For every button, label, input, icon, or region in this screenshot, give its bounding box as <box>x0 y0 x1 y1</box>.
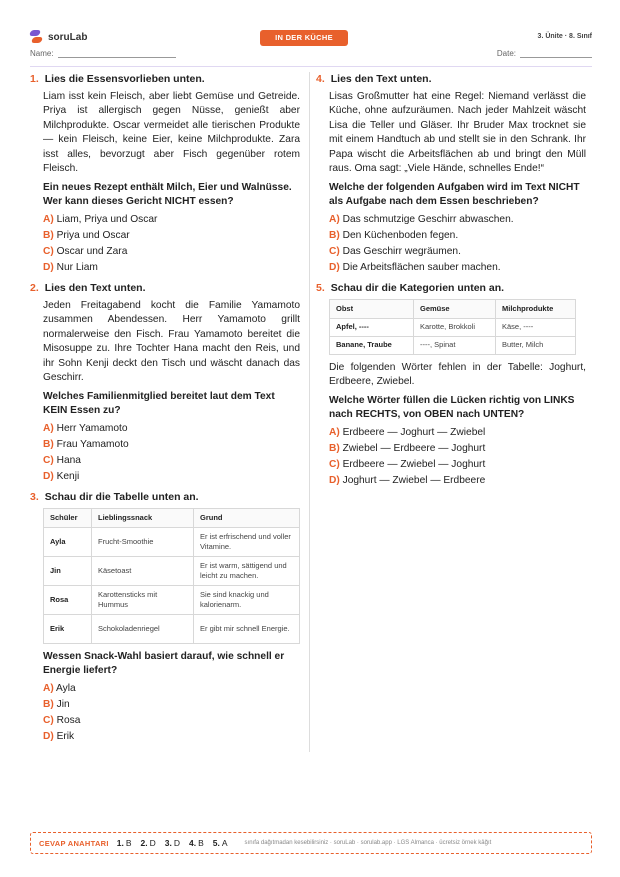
answer-key-item <box>189 838 204 848</box>
answer-value: D <box>149 838 156 848</box>
question-number: 2. <box>30 282 39 294</box>
table-row <box>330 336 576 354</box>
option-letter: D) <box>43 730 54 742</box>
option-text: Zwiebel — Erdbeere — Joghurt <box>342 442 486 454</box>
answer-key-label: CEVAP ANAHTARI <box>39 838 109 848</box>
question-heading: Lies den Text unten. <box>44 282 146 294</box>
question-heading: Schau dir die Tabelle unten an. <box>44 491 199 503</box>
question-number: 1. <box>30 73 39 85</box>
option-letter: C) <box>329 245 340 257</box>
option-text: Das schmutzige Geschirr abwaschen. <box>342 213 514 225</box>
passage: Lisas Großmutter hat eine Regel: Niemand verlässt die Küche, ohne aufzuräumen. Nach jeder Mahlzeit wäscht Lisa die Teller und Gläser. Ihr Bruder Max trocknet sie mit einem Handtuch ab und stellt sie in den Schrank. Ihr Papa wischt die Arbeitsflächen ab und bringt den Müll raus. Oma sagt: „Viele Hände, schnelles Ende!“ <box>329 90 586 174</box>
option-b[interactable] <box>43 438 300 453</box>
question-5 <box>316 281 586 488</box>
table-header: Gemüse <box>414 299 496 318</box>
passage: Liam isst kein Fleisch, aber liebt Gemüse und Getreide. Priya ist allergisch gegen Nüsse, genießt aber Milchprodukte. Oscar vermeidet alle tierischen Produkte — kein Fleisch, keine Eier, keine Milchprodukte. Zara isst alles, bevorzugt aber Fisch gegenüber rotem Fleisch. <box>43 90 300 174</box>
option-b[interactable] <box>43 229 300 244</box>
table-header: Lieblingssnack <box>92 508 194 527</box>
question-2 <box>30 281 300 484</box>
option-a[interactable] <box>43 682 300 697</box>
option-d[interactable] <box>43 730 300 745</box>
topic-badge: IN DER KÜCHE <box>260 30 348 46</box>
table-cell: Er ist erfrischend und voller Vitamine. <box>194 527 300 556</box>
table-header-row <box>330 299 576 318</box>
option-c[interactable] <box>43 714 300 729</box>
option-d[interactable] <box>329 261 586 276</box>
option-text: Joghurt — Zwiebel — Erdbeere <box>342 474 486 486</box>
question-heading: Lies den Text unten. <box>330 73 432 85</box>
table-cell: Karottensticks mit Hummus <box>92 585 194 614</box>
logo-text: soruLab <box>48 31 88 43</box>
option-text: Erdbeere — Zwiebel — Joghurt <box>342 458 486 470</box>
question-prompt: Welches Familienmitglied bereitet laut dem Text KEIN Essen zu? <box>43 390 275 416</box>
table-cell: Rosa <box>44 585 92 614</box>
option-text: Frau Yamamoto <box>56 438 129 450</box>
table-cell: Er gibt mir schnell Energie. <box>194 614 300 643</box>
option-letter: A) <box>329 213 340 225</box>
option-letter: D) <box>329 474 340 486</box>
option-letter: A) <box>43 422 54 434</box>
option-b[interactable] <box>43 698 300 713</box>
table-header: Schüler <box>44 508 92 527</box>
option-text: Erik <box>56 730 75 742</box>
option-text: Herr Yamamoto <box>56 422 128 434</box>
option-text: Liam, Priya und Oscar <box>56 213 158 225</box>
table-row <box>44 614 300 643</box>
option-b[interactable] <box>329 442 586 457</box>
answer-key-item <box>117 838 132 848</box>
snack-table <box>43 508 300 644</box>
question-title <box>316 72 586 87</box>
option-letter: A) <box>43 213 54 225</box>
option-text: Das Geschirr wegräumen. <box>342 245 461 257</box>
question-number: 3. <box>30 491 39 503</box>
table-cell: Käse, ---- <box>496 318 576 336</box>
date-field <box>497 49 592 58</box>
answer-number: 2. <box>140 838 148 848</box>
table-cell: Erik <box>44 614 92 643</box>
option-letter: C) <box>329 458 340 470</box>
option-letter: C) <box>43 714 54 726</box>
answer-key-item <box>141 838 156 848</box>
table-cell: Karotte, Brokkoli <box>414 318 496 336</box>
table-cell: Er ist warm, sättigend und leicht zu machen. <box>194 556 300 585</box>
option-a[interactable] <box>43 422 300 437</box>
answer-key-item <box>213 838 228 848</box>
table-row <box>44 527 300 556</box>
question-4 <box>316 72 586 275</box>
option-letter: B) <box>43 229 54 241</box>
table-cell: Schokoladenriegel <box>92 614 194 643</box>
option-text: Priya und Oscar <box>56 229 130 241</box>
table-cell: ----, Spinat <box>414 336 496 354</box>
question-title <box>30 490 300 505</box>
option-text: Ayla <box>56 682 76 694</box>
option-letter: B) <box>329 442 340 454</box>
question-prompt: Ein neues Rezept enthält Milch, Eier und Walnüsse. Wer kann dieses Gericht NICHT essen? <box>43 181 292 207</box>
table-row <box>44 556 300 585</box>
logo <box>30 30 87 44</box>
table-cell: Käsetoast <box>92 556 194 585</box>
option-c[interactable] <box>329 245 586 260</box>
question-heading: Schau dir die Kategorien unten an. <box>330 282 505 294</box>
answer-value: B <box>125 838 132 848</box>
question-title <box>30 281 300 296</box>
table-header: Obst <box>330 299 414 318</box>
question-prompt: Welche der folgenden Aufgaben wird im Text NICHT als Aufgabe nach dem Essen beschrieben? <box>329 181 580 207</box>
answer-number: 3. <box>164 838 172 848</box>
sorulab-logo-icon <box>30 30 42 44</box>
option-c[interactable] <box>329 458 586 473</box>
name-blank <box>58 57 176 58</box>
option-text: Nur Liam <box>56 261 98 273</box>
table-cell: Sie sind knackig und kalorienarm. <box>194 585 300 614</box>
question-1 <box>30 72 300 275</box>
option-c[interactable] <box>43 454 300 469</box>
option-letter: D) <box>43 261 54 273</box>
answer-key-footer: sınıfa dağıtmadan kesebilirsiniz · soruLab · sorulab.app · LGS Almanca · ücretsiz örnek kâğıt <box>244 840 492 846</box>
table-row <box>44 585 300 614</box>
option-d[interactable] <box>43 261 300 276</box>
table-header-row <box>44 508 300 527</box>
option-text: Erdbeere — Joghurt — Zwiebel <box>342 426 486 438</box>
name-label: Name: <box>30 49 54 58</box>
option-b[interactable] <box>329 229 586 244</box>
option-text: Rosa <box>56 714 81 726</box>
option-a[interactable] <box>329 426 586 441</box>
option-letter: B) <box>43 438 54 450</box>
option-text: Jin <box>56 698 70 710</box>
answer-value: A <box>221 838 228 848</box>
answer-key <box>30 832 592 854</box>
answer-value: D <box>173 838 180 848</box>
table-header: Grund <box>194 508 300 527</box>
option-letter: D) <box>329 261 340 273</box>
page-header <box>30 28 592 64</box>
question-title <box>316 281 586 296</box>
question-title <box>30 72 300 87</box>
answer-number: 1. <box>116 838 124 848</box>
left-column <box>30 72 300 750</box>
table-cell: Apfel, ---- <box>330 318 414 336</box>
date-label: Date: <box>496 49 516 58</box>
option-text: Die Arbeitsflächen sauber machen. <box>342 261 501 273</box>
option-letter: C) <box>43 245 54 257</box>
passage: Die folgenden Wörter fehlen in der Tabelle: Joghurt, Erdbeere, Zwiebel. <box>329 361 586 387</box>
question-heading: Lies die Essensvorlieben unten. <box>44 73 205 85</box>
option-text: Hana <box>56 454 81 466</box>
option-text: Den Küchenboden fegen. <box>342 229 459 241</box>
table-cell: Butter, Milch <box>496 336 576 354</box>
table-header: Milchprodukte <box>496 299 576 318</box>
answer-number: 5. <box>212 838 220 848</box>
passage: Jeden Freitagabend kocht die Familie Yamamoto zusammen Abendessen. Herr Yamamoto grillt normalerweise den Fisch. Frau Yamamoto bereitet die Misosuppe zu. Ihre Tochter Hana macht den Reis, und ihr Sohn Kenji deckt den Tisch und wäscht danach das Geschirr. <box>43 299 300 383</box>
table-cell: Banane, Traube <box>330 336 414 354</box>
question-prompt: Welche Wörter füllen die Lücken richtig von LINKS nach RECHTS, von OBEN nach UNTEN? <box>329 394 575 420</box>
question-prompt: Wessen Snack-Wahl basiert darauf, wie schnell er Energie liefert? <box>43 650 285 676</box>
option-a[interactable] <box>329 213 586 228</box>
option-letter: A) <box>43 682 54 694</box>
option-letter: C) <box>43 454 54 466</box>
answer-value: B <box>198 838 204 848</box>
category-table <box>329 299 576 355</box>
option-c[interactable] <box>43 245 300 260</box>
question-3 <box>30 490 300 744</box>
table-cell: Ayla <box>44 527 92 556</box>
option-letter: B) <box>329 229 340 241</box>
date-blank <box>520 57 592 58</box>
table-cell: Jin <box>44 556 92 585</box>
option-letter: A) <box>329 426 340 438</box>
unit-label: 3. Ünite · 8. Sınıf <box>537 33 592 40</box>
option-d[interactable] <box>329 474 586 489</box>
question-number: 5. <box>316 282 325 294</box>
name-field <box>30 49 176 58</box>
answer-number: 4. <box>189 838 197 848</box>
table-row <box>330 318 576 336</box>
answer-key-item <box>165 838 180 848</box>
question-number: 4. <box>316 73 325 85</box>
right-column <box>316 72 586 494</box>
column-divider <box>309 72 310 752</box>
option-letter: B) <box>43 698 54 710</box>
option-text: Kenji <box>56 470 80 482</box>
option-text: Oscar und Zara <box>56 245 128 257</box>
option-letter: D) <box>43 470 54 482</box>
header-divider <box>30 66 592 67</box>
table-cell: Frucht-Smoothie <box>92 527 194 556</box>
option-a[interactable] <box>43 213 300 228</box>
option-d[interactable] <box>43 470 300 485</box>
